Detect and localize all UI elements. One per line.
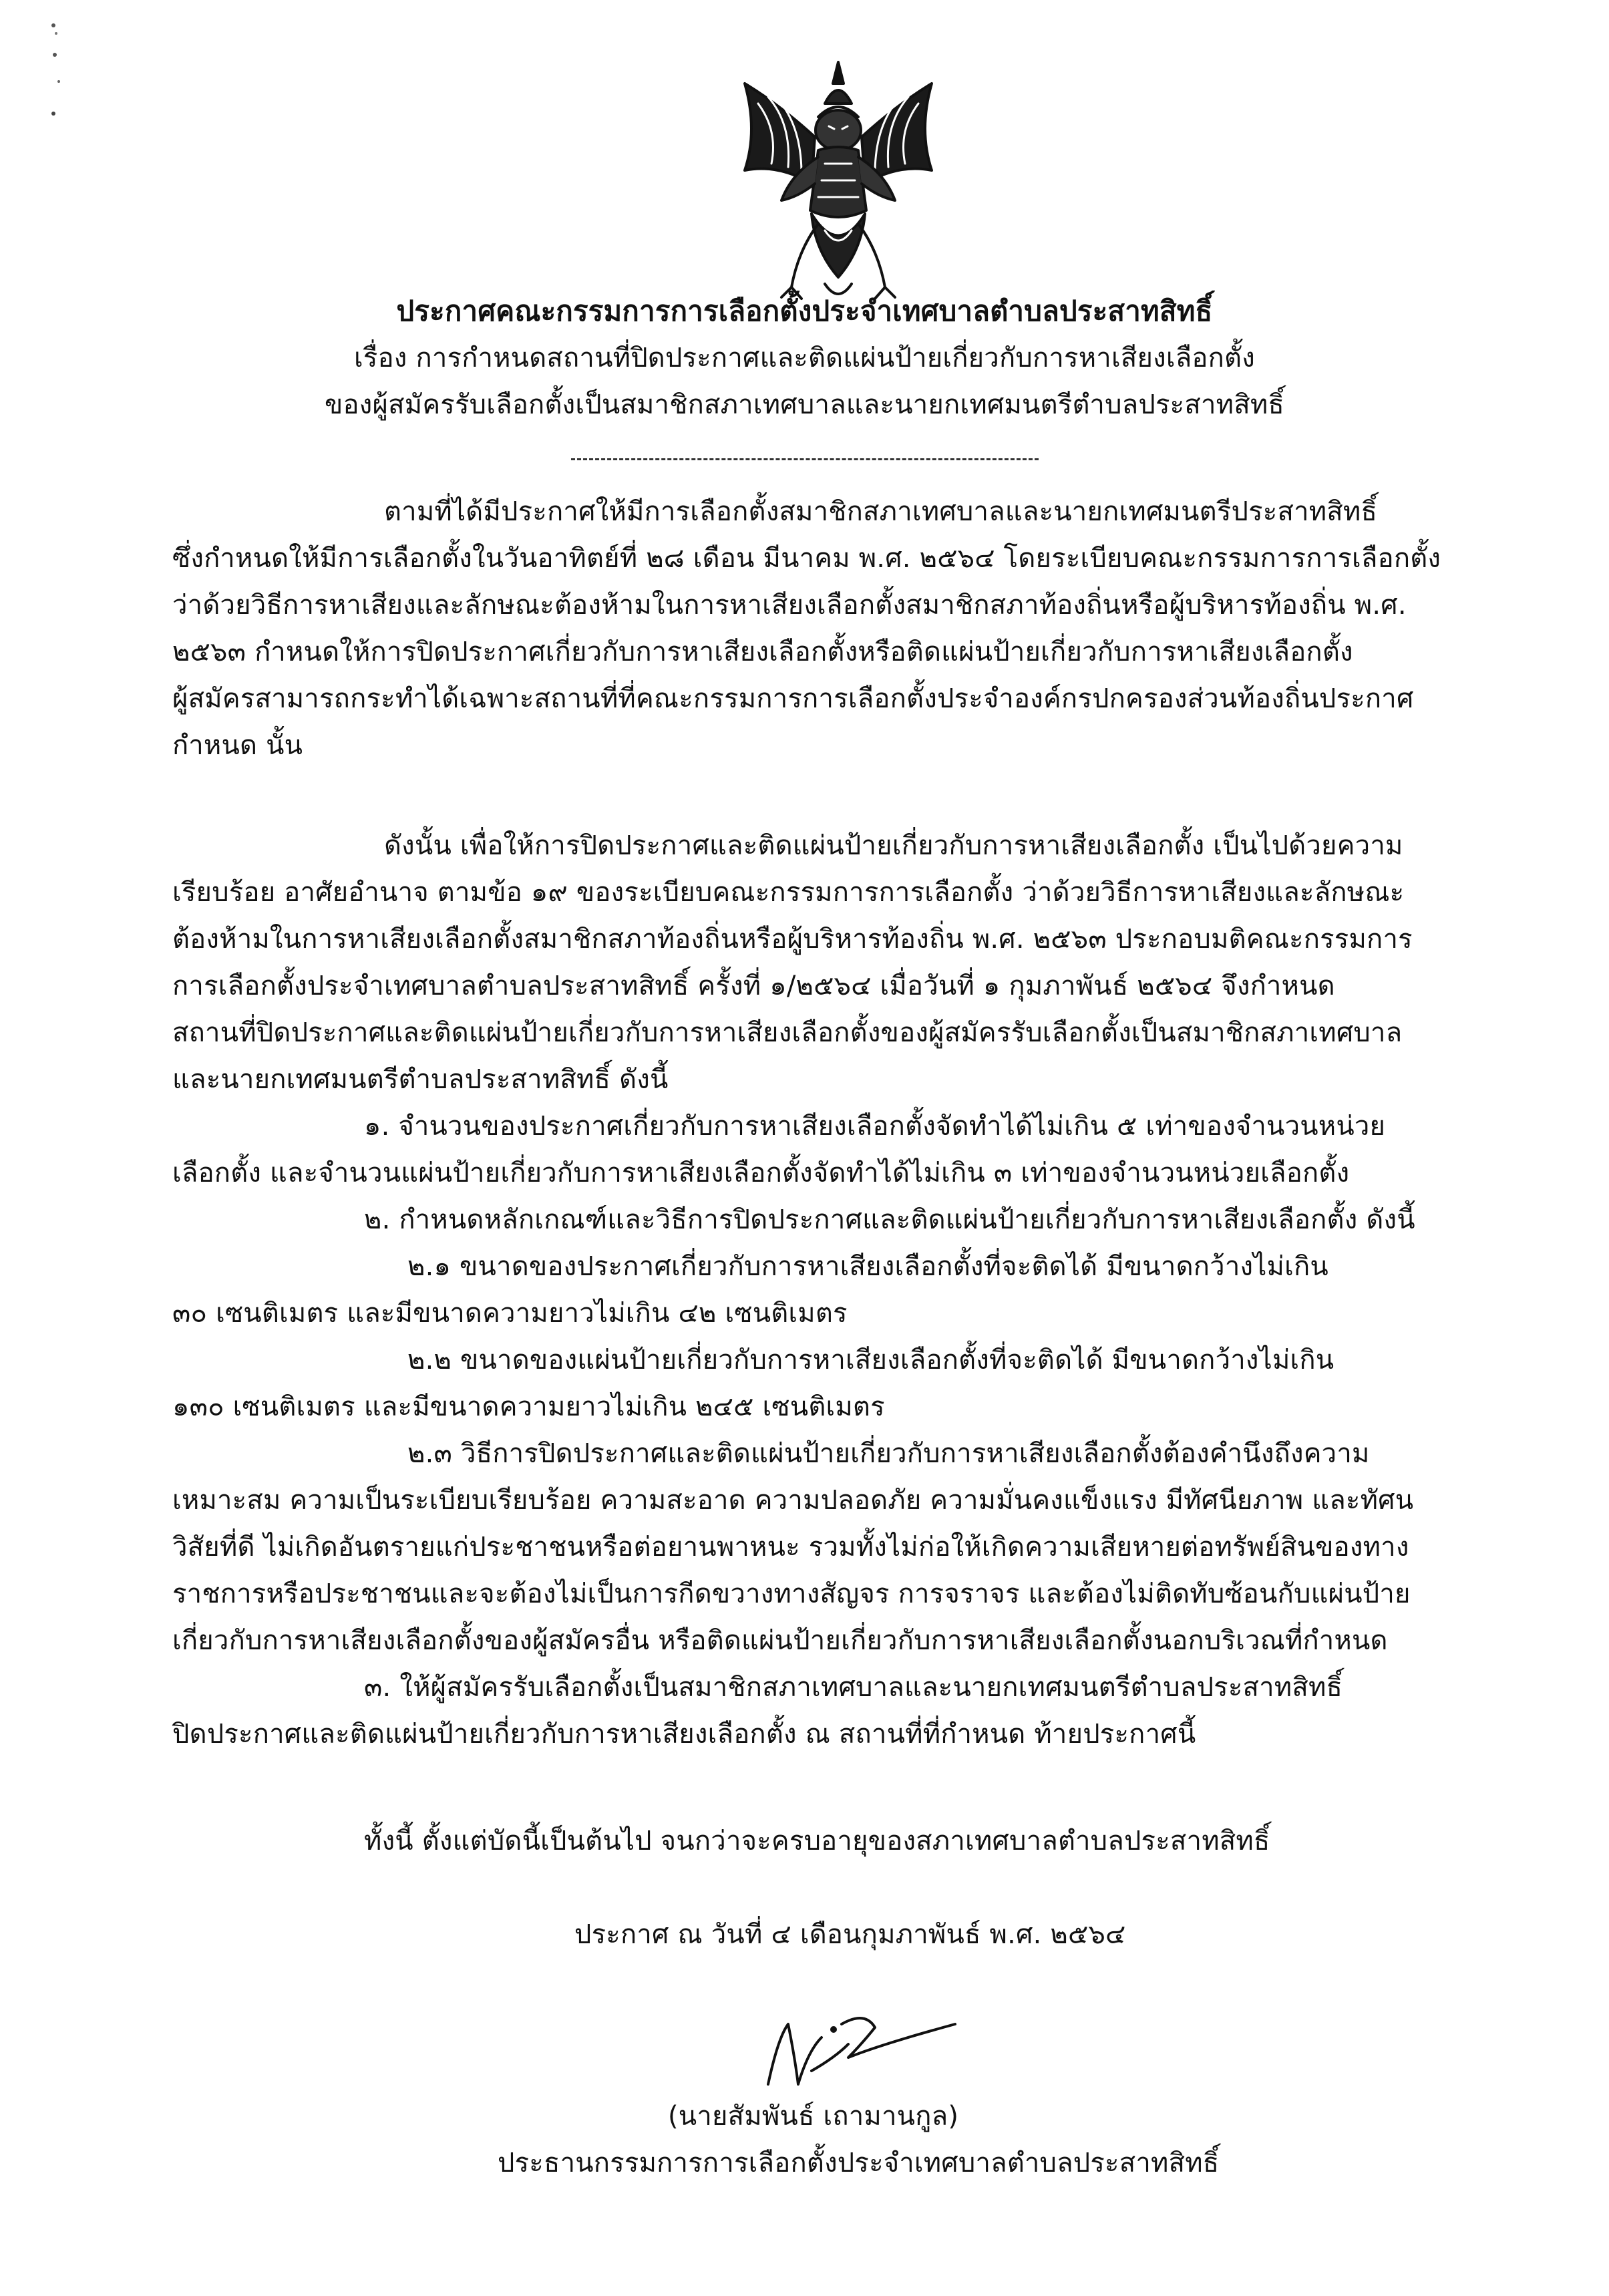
item2-2-line: ๒.๒ ขนาดของแผ่นป้ายเกี่ยวกับการหาเสียงเลือกตั้งที่จะติดได้ มีขนาดกว้างไม่เกิน bbox=[407, 1345, 1334, 1375]
subject-line-2: ของผู้สมัครรับเลือกตั้งเป็นสมาชิกสภาเทศบาลและนายกเทศมนตรีตำบลประสาทสิทธิ์ bbox=[325, 389, 1284, 420]
item2-3-line: วิสัยที่ดี ไม่เกิดอันตรายแก่ประชาชนหรือต่อยานพาหนะ รวมทั้งไม่ก่อให้เกิดความเสียหายต่อทรัพย์สินของทาง bbox=[172, 1532, 1409, 1563]
para2-line: ต้องห้ามในการหาเสียงเลือกตั้งสมาชิกสภาท้องถิ่นหรือผู้บริหารท้องถิ่น พ.ศ. ๒๕๖๓ ประกอบมติคณะกรรมการ bbox=[172, 924, 1413, 955]
effective-statement: ทั้งนี้ ตั้งแต่บัดนี้เป็นต้นไป จนกว่าจะครบอายุของสภาเทศบาลตำบลประสาทสิทธิ์ bbox=[364, 1826, 1270, 1856]
para1-line: ซึ่งกำหนดให้มีการเลือกตั้งในวันอาทิตย์ที่ ๒๘ เดือน มีนาคม พ.ศ. ๒๕๖๔ โดยระเบียบคณะกรรมการการเลือกตั้ง bbox=[172, 543, 1441, 574]
garuda-emblem bbox=[718, 57, 958, 311]
para2-line: สถานที่ปิดประกาศและติดแผ่นป้ายเกี่ยวกับการหาเสียงเลือกตั้งของผู้สมัครรับเลือกตั้งเป็นสมาชิกสภาเทศบาล bbox=[172, 1017, 1403, 1048]
scan-margin-marks bbox=[40, 13, 80, 120]
signer-title: ประธานกรรมการการเลือกตั้งประจำเทศบาลตำบลประสาทสิทธิ์ bbox=[498, 2148, 1220, 2178]
para2-line: การเลือกตั้งประจำเทศบาลตำบลประสาทสิทธิ์ ครั้งที่ ๑/๒๕๖๔ เมื่อวันที่ ๑ กุมภาพันธ์ ๒๕๖๔ จึงกำหนด bbox=[172, 971, 1335, 1001]
signer-name: (นายสัมพันธ์ เถามานกูล) bbox=[668, 2101, 959, 2132]
item2-1-line: ๓๐ เซนติเมตร และมีขนาดความยาวไม่เกิน ๔๒ เซนติเมตร bbox=[172, 1298, 848, 1329]
para1-line: กำหนด นั้น bbox=[172, 730, 303, 761]
para2-line: ดังนั้น เพื่อให้การปิดประกาศและติดแผ่นป้ายเกี่ยวกับการหาเสียงเลือกตั้ง เป็นไปด้วยความ bbox=[384, 830, 1403, 861]
handwritten-signature bbox=[748, 1997, 962, 2104]
para1-line: ตามที่ได้มีประกาศให้มีการเลือกตั้งสมาชิกสภาเทศบาลและนายกเทศมนตรีประสาทสิทธิ์ bbox=[384, 496, 1378, 527]
item3-line: ๓. ให้ผู้สมัครรับเลือกตั้งเป็นสมาชิกสภาเทศบาลและนายกเทศมนตรีตำบลประสาทสิทธิ์ bbox=[364, 1672, 1343, 1703]
item2-1-line: ๒.๑ ขนาดของประกาศเกี่ยวกับการหาเสียงเลือกตั้งที่จะติดได้ มีขนาดกว้างไม่เกิน bbox=[407, 1251, 1328, 1282]
item2-3-line: เหมาะสม ความเป็นระเบียบเรียบร้อย ความสะอาด ความปลอดภัย ความมั่นคงแข็งแรง มีทัศนียภาพ และทัศน bbox=[172, 1485, 1414, 1516]
item2-3-line: เกี่ยวกับการหาเสียงเลือกตั้งของผู้สมัครอื่น หรือติดแผ่นป้ายเกี่ยวกับการหาเสียงเลือกตั้งนอกบริเวณที่กำหนด bbox=[172, 1625, 1388, 1656]
item1-line: ๑. จำนวนของประกาศเกี่ยวกับการหาเสียงเลือกตั้งจัดทำได้ไม่เกิน ๕ เท่าของจำนวนหน่วย bbox=[364, 1111, 1386, 1142]
subject-line-1: เรื่อง การกำหนดสถานที่ปิดประกาศและติดแผ่นป้ายเกี่ยวกับการหาเสียงเลือกตั้ง bbox=[354, 343, 1255, 373]
item2-2-line: ๑๓๐ เซนติเมตร และมีขนาดความยาวไม่เกิน ๒๔๕ เซนติเมตร bbox=[172, 1391, 885, 1422]
para1-line: ว่าด้วยวิธีการหาเสียงและลักษณะต้องห้ามในการหาเสียงเลือกตั้งสมาชิกสภาท้องถิ่นหรือผู้บริหารท้องถิ่น พ.ศ. bbox=[172, 590, 1407, 621]
item2-3-line: ราชการหรือประชาชนและจะต้องไม่เป็นการกีดขวางทางสัญจร การจราจร และต้องไม่ติดทับซ้อนกับแผ่นป้าย bbox=[172, 1579, 1411, 1609]
item2-line: ๒. กำหนดหลักเกณฑ์และวิธีการปิดประกาศและติดแผ่นป้ายเกี่ยวกับการหาเสียงเลือกตั้ง ดังนี้ bbox=[364, 1204, 1415, 1235]
item3-line: ปิดประกาศและติดแผ่นป้ายเกี่ยวกับการหาเสียงเลือกตั้ง ณ สถานที่ที่กำหนด ท้ายประกาศนี้ bbox=[172, 1719, 1196, 1750]
para2-line: เรียบร้อย อาศัยอำนาจ ตามข้อ ๑๙ ของระเบียบคณะกรรมการการเลือกตั้ง ว่าด้วยวิธีการหาเสียงและลักษณะ bbox=[172, 877, 1405, 908]
para1-line: ผู้สมัครสามารถกระทำได้เฉพาะสถานที่ที่คณะกรรมการการเลือกตั้งประจำองค์กรปกครองส่วนท้องถิ่นประกาศ bbox=[172, 683, 1414, 714]
announcement-title: ประกาศคณะกรรมการการเลือกตั้งประจำเทศบาลตำบลประสาทสิทธิ์ bbox=[396, 295, 1213, 327]
item1-line: เลือกตั้ง และจำนวนแผ่นป้ายเกี่ยวกับการหาเสียงเลือกตั้งจัดทำได้ไม่เกิน ๓ เท่าของจำนวนหน่วยเลือกตั้ง bbox=[172, 1158, 1350, 1188]
item2-3-line: ๒.๓ วิธีการปิดประกาศและติดแผ่นป้ายเกี่ยวกับการหาเสียงเลือกตั้งต้องคำนึงถึงความ bbox=[407, 1438, 1370, 1469]
header-divider bbox=[571, 458, 1039, 460]
para2-line: และนายกเทศมนตรีตำบลประสาทสิทธิ์ ดังนี้ bbox=[172, 1064, 669, 1095]
announcement-date: ประกาศ ณ วันที่ ๔ เดือนกุมภาพันธ์ พ.ศ. ๒๕๖๔ bbox=[574, 1919, 1126, 1950]
para1-line: ๒๕๖๓ กำหนดให้การปิดประกาศเกี่ยวกับการหาเสียงเลือกตั้งหรือติดแผ่นป้ายเกี่ยวกับการหาเสียงเลือกตั้ง bbox=[172, 637, 1353, 667]
